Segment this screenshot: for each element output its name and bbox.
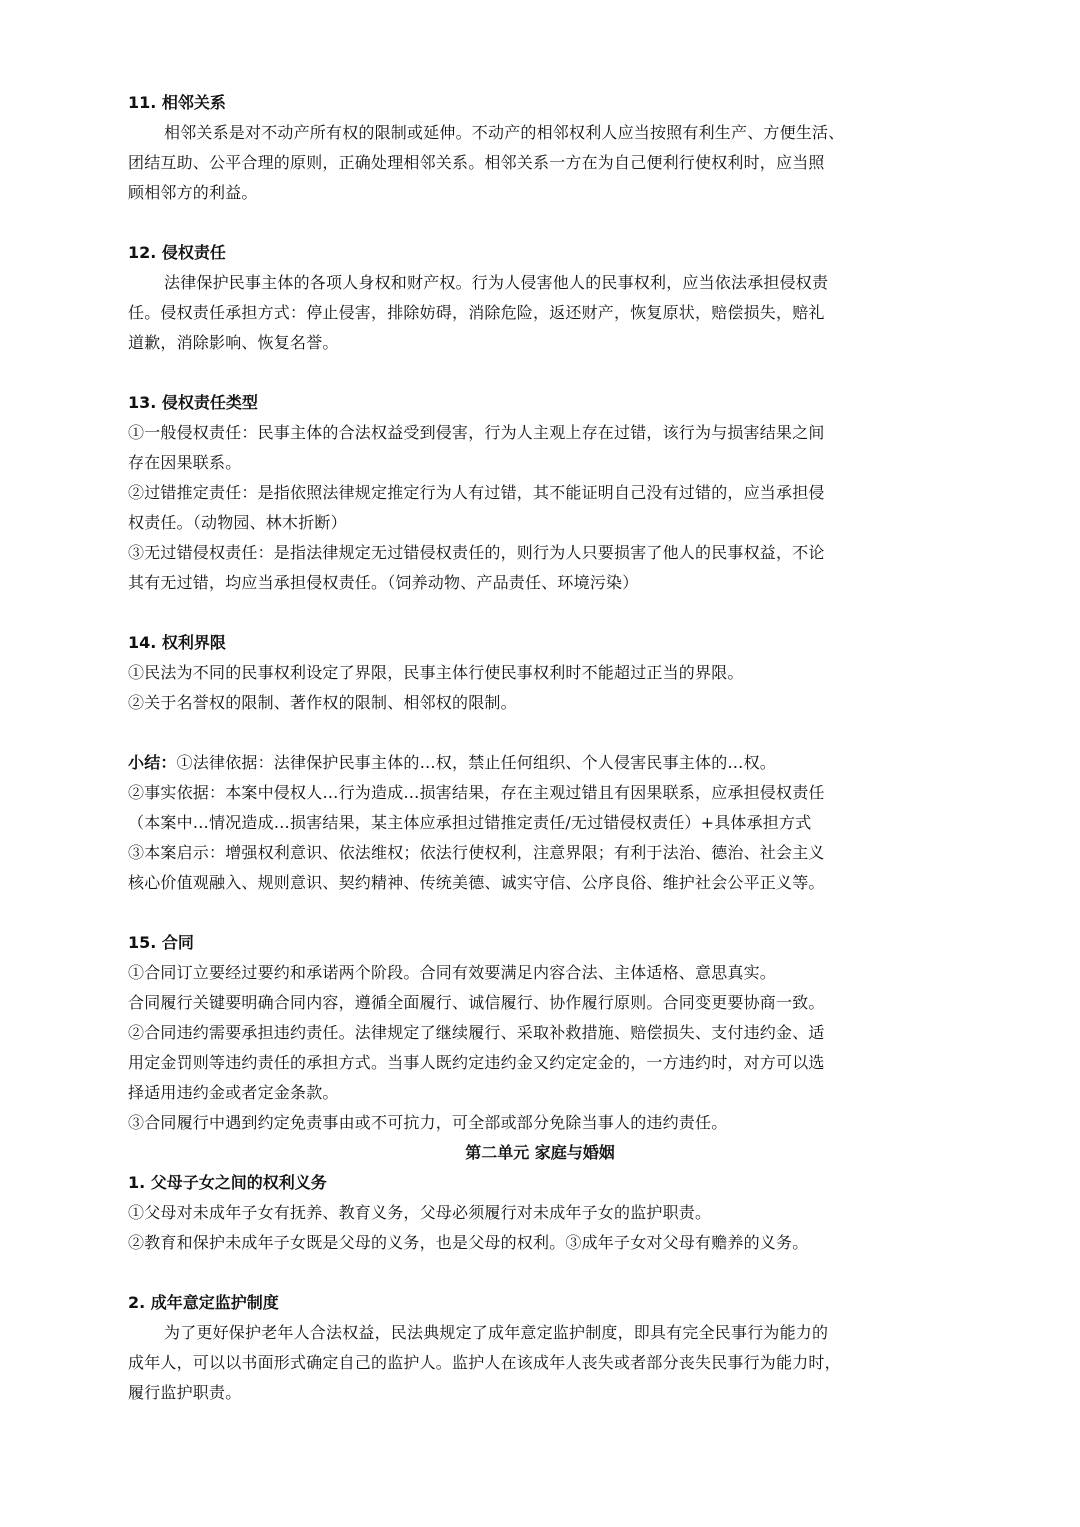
- paragraph-line: 顾相邻方的利益。: [128, 183, 258, 202]
- paragraph-line: 法律保护民事主体的各项人身权和财产权。行为人侵害他人的民事权利，应当依法承担侵权责: [164, 273, 829, 292]
- summary-label: 小结：: [128, 753, 177, 772]
- summary-line: [128, 748, 952, 778]
- paragraph-line: 存在因果联系。: [128, 453, 242, 472]
- section-title-13: 13. 侵权责任类型: [128, 393, 258, 412]
- paragraph-line: 团结互助、公平合理的原则，正确处理相邻关系。相邻关系一方在为自己便利行使权利时，应当照: [128, 153, 825, 172]
- paragraph-line: ①父母对未成年子女有抚养、教育义务，父母必须履行对未成年子女的监护职责。: [128, 1203, 712, 1222]
- paragraph-line: ③合同履行中遇到约定免责事由或不可抗力，可全部或部分免除当事人的违约责任。: [128, 1113, 728, 1132]
- paragraph-line: ②过错推定责任：是指依照法律规定推定行为人有过错，其不能证明自己没有过错的，应当承担侵: [128, 483, 825, 502]
- paragraph-line: 道歉，消除影响、恢复名誉。: [128, 333, 339, 352]
- paragraph-line: （本案中…情况造成…损害结果，某主体应承担过错推定责任/无过错侵权责任）+具体承担方式: [128, 813, 812, 832]
- document-page: [128, 88, 952, 1408]
- summary-first-text: ①法律依据：法律保护民事主体的…权，禁止任何组织、个人侵害民事主体的…权。: [176, 753, 777, 772]
- paragraph-line: 成年人，可以以书面形式确定自己的监护人。监护人在该成年人丧失或者部分丧失民事行为能力时，: [128, 1353, 841, 1372]
- paragraph-line: 权责任。（动物园、林木折断）: [128, 513, 347, 532]
- section-title-15: 15. 合同: [128, 933, 194, 952]
- paragraph-line: ②教育和保护未成年子女既是父母的义务，也是父母的权利。③成年子女对父母有赡养的义务。: [128, 1233, 809, 1252]
- paragraph-line: 为了更好保护老年人合法权益，民法典规定了成年意定监护制度，即具有完全民事行为能力的: [164, 1323, 829, 1342]
- section-title-12: 12. 侵权责任: [128, 243, 226, 262]
- paragraph-line: 相邻关系是对不动产所有权的限制或延伸。不动产的相邻权利人应当按照有利生产、方便生活、: [164, 123, 845, 142]
- paragraph-line: 核心价值观融入、规则意识、契约精神、传统美德、诚实守信、公序良俗、维护社会公平正义等。: [128, 873, 825, 892]
- paragraph-line: ③本案启示：增强权利意识、依法维权；依法行使权利，注意界限；有利于法治、德治、社会主义: [128, 843, 825, 862]
- paragraph-line: 任。侵权责任承担方式：停止侵害，排除妨碍，消除危险，返还财产，恢复原状，赔偿损失，赔礼: [128, 303, 825, 322]
- section-title-unit2-1: 1. 父母子女之间的权利义务: [128, 1173, 327, 1192]
- paragraph-line: 用定金罚则等违约责任的承担方式。当事人既约定违约金又约定定金的，一方违约时，对方可以选: [128, 1053, 825, 1072]
- paragraph-line: ①一般侵权责任：民事主体的合法权益受到侵害，行为人主观上存在过错，该行为与损害结果之间: [128, 423, 825, 442]
- paragraph-line: 合同履行关键要明确合同内容，遵循全面履行、诚信履行、协作履行原则。合同变更要协商一致。: [128, 993, 825, 1012]
- paragraph-line: 择适用违约金或者定金条款。: [128, 1083, 339, 1102]
- paragraph-line: ②合同违约需要承担违约责任。法律规定了继续履行、采取补救措施、赔偿损失、支付违约金、适: [128, 1023, 825, 1042]
- paragraph-line: 其有无过错，均应当承担侵权责任。（饲养动物、产品责任、环境污染）: [128, 573, 639, 592]
- paragraph-line: ③无过错侵权责任：是指法律规定无过错侵权责任的，则行为人只要损害了他人的民事权益，不论: [128, 543, 825, 562]
- paragraph-line: ②关于名誉权的限制、著作权的限制、相邻权的限制。: [128, 693, 517, 712]
- section-title-14: 14. 权利界限: [128, 633, 226, 652]
- paragraph-line: ②事实依据：本案中侵权人…行为造成…损害结果，存在主观过错且有因果联系，应承担侵权责任: [128, 783, 825, 802]
- section-title-unit2-2: 2. 成年意定监护制度: [128, 1293, 279, 1312]
- paragraph-line: ①合同订立要经过要约和承诺两个阶段。合同有效要满足内容合法、主体适格、意思真实。: [128, 963, 777, 982]
- unit-title: 第二单元 家庭与婚姻: [465, 1143, 615, 1162]
- paragraph-line: 履行监护职责。: [128, 1383, 242, 1402]
- paragraph-line: ①民法为不同的民事权利设定了界限，民事主体行使民事权利时不能超过正当的界限。: [128, 663, 744, 682]
- section-title-11: 11. 相邻关系: [128, 93, 226, 112]
